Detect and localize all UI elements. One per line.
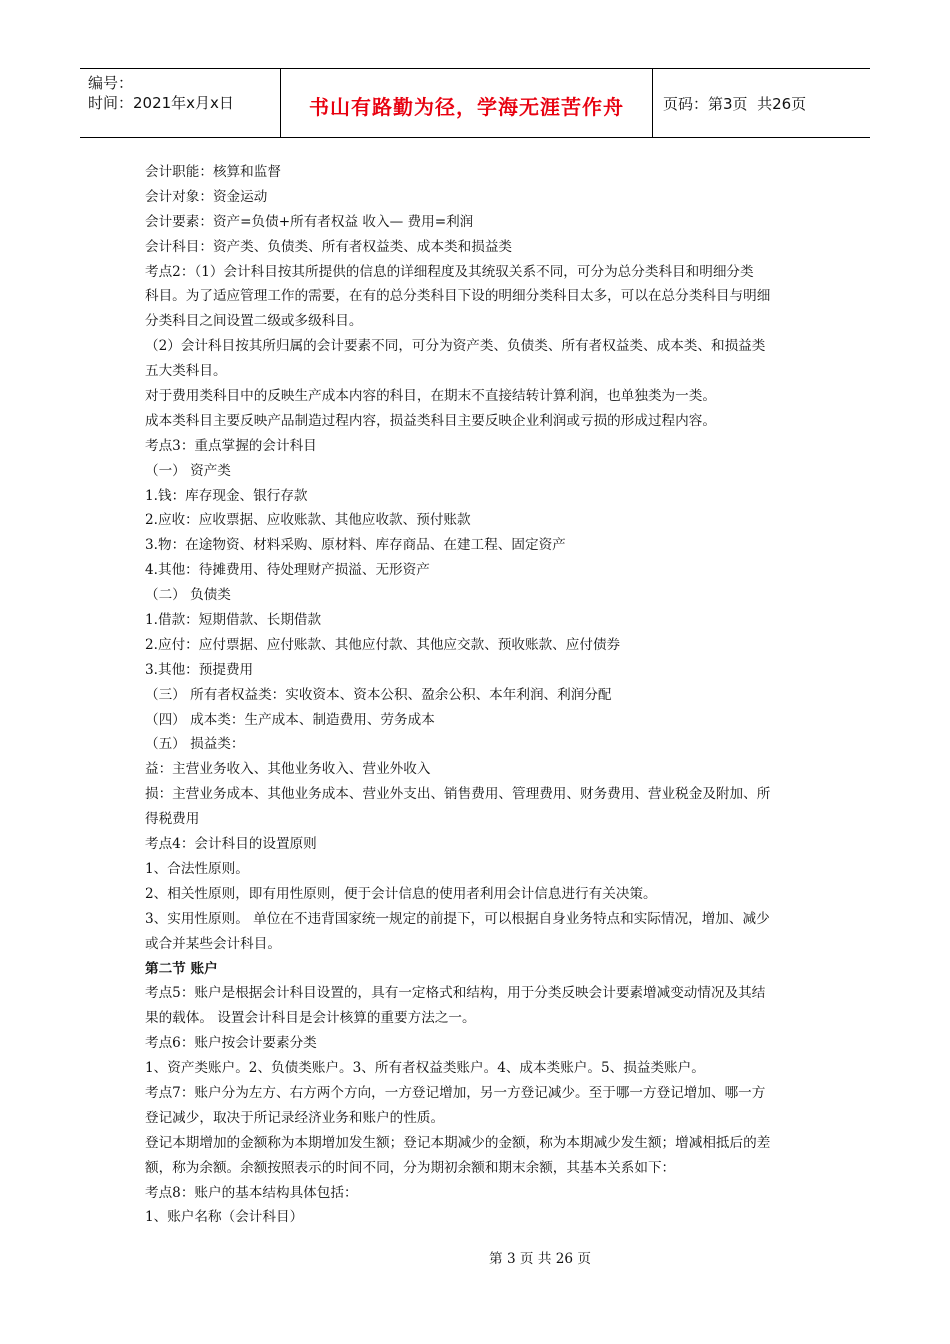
body-line: 对于费用类科目中的反映生产成本内容的科目，在期末不直接结转计算利润，也单独类为一类。 bbox=[145, 388, 716, 405]
body-line: 登记本期增加的金额称为本期增加发生额；登记本期减少的金额，称为本期减少发生额；增减相抵后的差 bbox=[145, 1134, 771, 1151]
body-line: 考点3：重点掌握的会计科目 bbox=[145, 437, 317, 454]
body-line: 1.钱：库存现金、银行存款 bbox=[145, 487, 308, 504]
body-line: （二） 负债类 bbox=[145, 587, 231, 604]
body-line: 考点6：账户按会计要素分类 bbox=[145, 1035, 317, 1052]
header-meta bbox=[80, 69, 281, 137]
document-time-label: 时间：2021年x月x日 bbox=[88, 94, 234, 112]
footer-page-number: 第 3 页 共 26 页 bbox=[489, 1251, 591, 1267]
header-page-info bbox=[653, 69, 870, 137]
body-line: 1、账户名称（会计科目） bbox=[145, 1209, 304, 1226]
body-line: 2.应付：应付票据、应付账款、其他应付款、其他应交款、预收账款、应付债券 bbox=[145, 636, 621, 653]
body-line: 3.物：在途物资、材料采购、原材料、库存商品、在建工程、固定资产 bbox=[145, 537, 566, 554]
body-line: 益：主营业务收入、其他业务收入、营业外收入 bbox=[145, 761, 431, 778]
body-line: 成本类科目主要反映产品制造过程内容，损益类科目主要反映企业利润或亏损的形成过程内容。 bbox=[145, 412, 716, 429]
body-line: 果的载体。 设置会计科目是会计核算的重要方法之一。 bbox=[145, 1010, 476, 1027]
body-line: 1、合法性原则。 bbox=[145, 860, 249, 877]
body-line: 1、资产类账户。2、负债类账户。3、所有者权益类账户。4、成本类账户。5、损益类账户。 bbox=[145, 1060, 705, 1077]
body-line: 科目。为了适应管理工作的需要，在有的总分类科目下设的明细分类科目太多，可以在总分类科目与明细 bbox=[145, 288, 771, 305]
body-line: （2）会计科目按其所归属的会计要素不同，可分为资产类、负债类、所有者权益类、成本类、和损益类 bbox=[145, 338, 766, 355]
body-line: 损：主营业务成本、其他业务成本、营业外支出、销售费用、管理费用、财务费用、营业税金及附加、所 bbox=[145, 786, 771, 803]
body-line: 考点4：会计科目的设置原则 bbox=[145, 836, 317, 853]
body-line: 会计对象：资金运动 bbox=[145, 188, 268, 205]
body-line: 考点7：账户分为左方、右方两个方向，一方登记增加，另一方登记减少。至于哪一方登记增加、哪一方 bbox=[145, 1084, 766, 1101]
body-line: 2、相关性原则，即有用性原则，便于会计信息的使用者利用会计信息进行有关决策。 bbox=[145, 885, 657, 902]
body-line: 3.其他：预提费用 bbox=[145, 661, 254, 678]
body-line: 2.应收：应收票据、应收账款、其他应收款、预付账款 bbox=[145, 512, 471, 529]
body-line: 或合并某些会计科目。 bbox=[145, 935, 281, 952]
body-line: 会计要素：资产=负债+所有者权益 收入— 费用=利润 bbox=[145, 213, 474, 230]
body-line: 得税费用 bbox=[145, 811, 200, 828]
body-line: 五大类科目。 bbox=[145, 363, 227, 380]
section-heading: 第二节 账户 bbox=[145, 960, 218, 977]
body-line: 1.借款：短期借款、长期借款 bbox=[145, 612, 322, 629]
body-line: （一） 资产类 bbox=[145, 462, 231, 479]
body-line: 考点5：账户是根据会计科目设置的，具有一定格式和结构，用于分类反映会计要素增减变动情况及其结 bbox=[145, 985, 766, 1002]
body-line: 额，称为余额。余额按照表示的时间不同，分为期初余额和期末余额，其基本关系如下： bbox=[145, 1159, 676, 1176]
header-motto: 书山有路勤为径，学海无涯苦作舟 bbox=[281, 69, 653, 137]
body-line: 会计科目：资产类、负债类、所有者权益类、成本类和损益类 bbox=[145, 238, 513, 255]
body-line: （四） 成本类：生产成本、制造费用、劳务成本 bbox=[145, 711, 435, 728]
body-line: 考点8：账户的基本结构具体包括： bbox=[145, 1184, 358, 1201]
body-line: 考点2：（1）会计科目按其所提供的信息的详细程度及其统驭关系不同，可分为总分类科目和明细分类 bbox=[145, 263, 754, 280]
body-line: （三） 所有者权益类：实收资本、资本公积、盈余公积、本年利润、利润分配 bbox=[145, 686, 612, 703]
document-number-label: 编号： bbox=[88, 74, 134, 92]
document-body bbox=[145, 160, 811, 1230]
body-line: 会计职能：核算和监督 bbox=[145, 164, 281, 180]
body-line: 3、实用性原则。 单位在不违背国家统一规定的前提下，可以根据自身业务特点和实际情况，增加、减少 bbox=[145, 910, 770, 927]
body-line: 分类科目之间设置二级或多级科目。 bbox=[145, 313, 363, 330]
page-footer bbox=[0, 1247, 950, 1267]
page-header bbox=[80, 68, 870, 138]
body-line: 4.其他：待摊费用、待处理财产损溢、无形资产 bbox=[145, 562, 430, 579]
body-line: （五） 损益类： bbox=[145, 736, 245, 753]
body-line: 登记减少，取决于所记录经济业务和账户的性质。 bbox=[145, 1109, 445, 1126]
header-page-label: 页码：第3页 共26页 bbox=[663, 94, 807, 113]
